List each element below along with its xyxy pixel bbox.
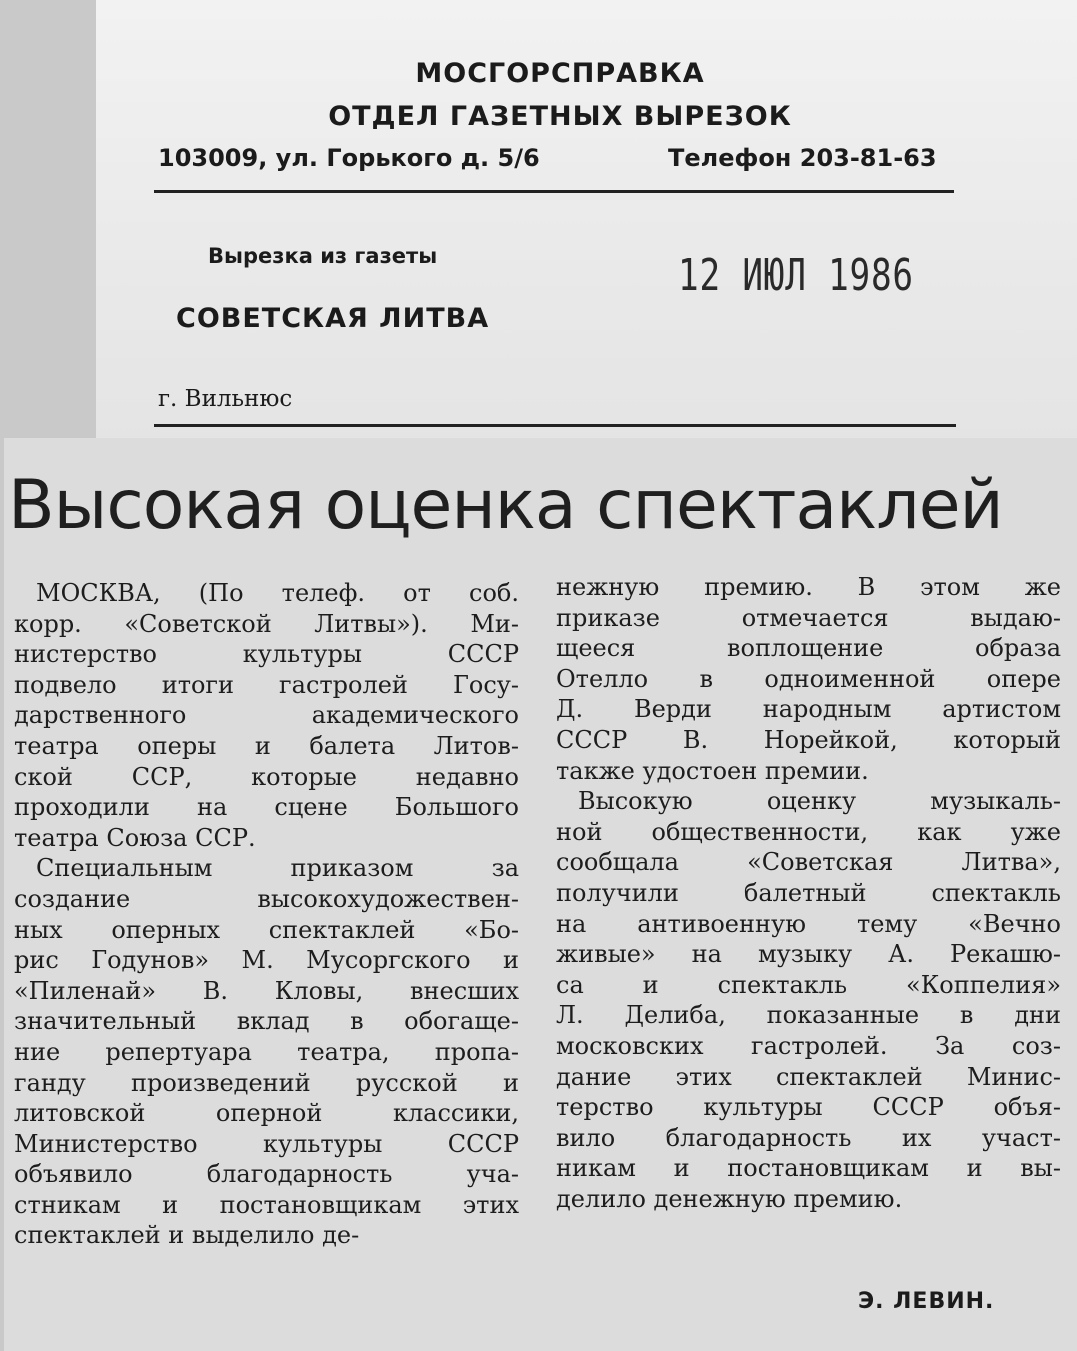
article-line: нежную премию. В этом же <box>556 573 1061 601</box>
article-line: стникам и постановщикам этих <box>14 1190 519 1219</box>
article-line: терство культуры СССР объя- <box>556 1093 1061 1122</box>
article-line: са и спектакль «Коппелия» <box>556 970 1061 999</box>
article-line: Высокую оценку музыкаль- <box>578 787 1061 816</box>
article-line: сообщала «Советская Литва», <box>556 848 1061 877</box>
article-line: СССР В. Норейкой, который <box>556 725 1061 754</box>
newspaper-name: СОВЕТСКАЯ ЛИТВА <box>176 303 490 334</box>
agency-name: МОСГОРСПРАВКА <box>415 58 705 89</box>
article-column-right <box>556 572 1061 1214</box>
article-line: «Пиленай» В. Кловы, внесших <box>14 976 519 1005</box>
article-line: дание этих спектаклей Минис- <box>556 1062 1061 1091</box>
article-line: спектаклей и выделило де- <box>14 1221 360 1250</box>
article-line: значительный вклад в обогаще- <box>14 1007 519 1036</box>
article-column-left <box>14 578 519 1251</box>
article-line: проходили на сцене Большого <box>14 793 519 822</box>
article-line: также удостоен премии. <box>556 756 869 785</box>
article-line: дарственного академического <box>14 701 519 730</box>
header-divider-top <box>154 190 954 193</box>
article-line: ной общественности, как уже <box>556 817 1061 846</box>
article-line: ние репертуара театра, пропа- <box>14 1037 519 1066</box>
newspaper-city: г. Вильнюс <box>158 386 293 412</box>
article-headline: Высокая оценка спектаклей <box>8 466 1003 545</box>
article-line: приказе отмечается выдаю- <box>556 603 1061 632</box>
article-line: никам и постановщикам и вы- <box>556 1154 1061 1183</box>
article-line: Д. Верди народным артистом <box>556 695 1061 724</box>
article-line: Министерство культуры СССР <box>14 1129 519 1158</box>
department-name: ОТДЕЛ ГАЗЕТНЫХ ВЫРЕЗОК <box>328 101 792 132</box>
article-line: создание высокохудожествен- <box>14 884 519 913</box>
agency-address: 103009, ул. Горького д. 5/6 <box>158 144 540 172</box>
article-line: московских гастролей. За соз- <box>556 1031 1061 1060</box>
article-line: щееся воплощение образа <box>556 634 1061 663</box>
date-stamp: 12 ИЮЛ 1986 <box>678 250 914 301</box>
article-line: корр. «Советской Литвы»). Ми- <box>14 609 519 638</box>
article-line: подвело итоги гастролей Госу- <box>14 670 519 699</box>
clipping-from-label: Вырезка из газеты <box>208 244 438 268</box>
article-line: нистерство культуры СССР <box>14 640 519 669</box>
agency-phone: Телефон 203-81-63 <box>668 144 937 172</box>
header-divider-bottom <box>154 424 956 427</box>
article-byline: Э. ЛЕВИН. <box>858 1289 995 1314</box>
article-line: рис Годунов» М. Мусоргского и <box>14 946 519 975</box>
article-line: на антивоенную тему «Вечно <box>556 909 1061 938</box>
article-line: театра оперы и балета Литов- <box>14 731 519 760</box>
article-line: литовской оперной классики, <box>14 1099 519 1128</box>
article-line: делило денежную премию. <box>556 1184 903 1213</box>
article-line: ганду произведений русской и <box>14 1068 519 1097</box>
article-line: живые» на музыку А. Рекашю- <box>556 940 1061 969</box>
article-line: театра Союза ССР. <box>14 823 256 852</box>
article-line: Отелло в одноименной опере <box>556 664 1061 693</box>
article-line: вило благодарность их участ- <box>556 1123 1061 1152</box>
article-line: объявило благодарность уча- <box>14 1160 519 1189</box>
article-line: ных оперных спектаклей «Бо- <box>14 915 519 944</box>
article-line: МОСКВА, (По телеф. от соб. <box>36 579 519 607</box>
article-line: Л. Делиба, показанные в дни <box>556 1001 1061 1030</box>
article-line: ской ССР, которые недавно <box>14 762 519 791</box>
article-line: Специальным приказом за <box>36 854 519 883</box>
article-line: получили балетный спектакль <box>556 878 1061 907</box>
